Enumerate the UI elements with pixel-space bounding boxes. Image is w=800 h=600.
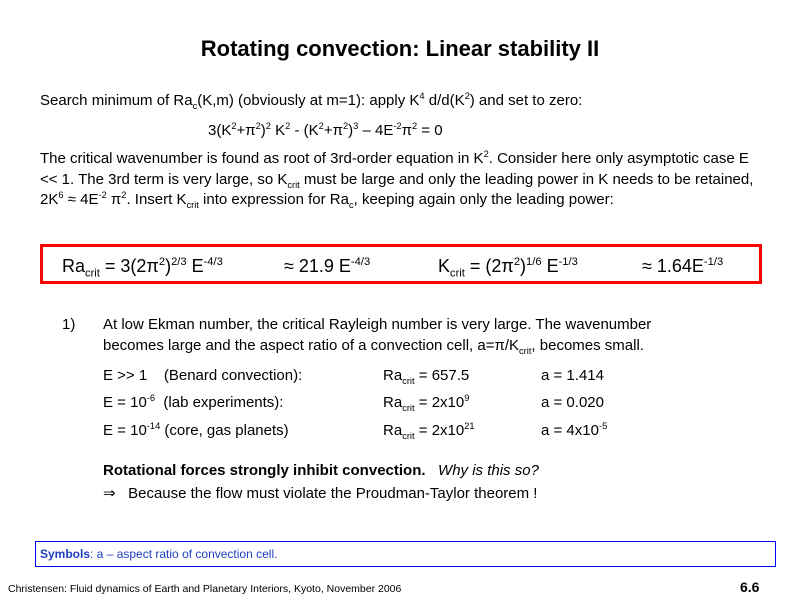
- regime-rayleigh: $Ra_{crit} = 657.5$: [383, 367, 470, 386]
- regime-rayleigh: $Ra_{crit} = 2x10^{21}$: [383, 421, 475, 441]
- regime-aspect-ratio: a = 1.414: [541, 367, 604, 384]
- regime-ekman: $E = 10^{-6}$ (lab experiments):: [103, 393, 284, 411]
- regime-aspect-ratio: a = 0.020: [541, 394, 604, 411]
- item-number: 1): [62, 316, 76, 333]
- minimization-equation: $3(K^2+\pi^2)^2$ $K^2 - (K^2+\pi^2)^3 - 4E^{-2}\pi^2 = 0$: [208, 121, 443, 139]
- slide-title: Rotating convection: Linear stability II: [200, 36, 600, 61]
- implies-arrow-icon: ⇒: [103, 485, 116, 502]
- footer-citation: Christensen: Fluid dynamics of Earth and Planetary Interiors, Kyoto, November 2006: [8, 583, 402, 595]
- item-line-1: At low Ekman number, the critical Rayleigh number is very large. The wavenumber: [103, 316, 652, 333]
- item-line-2: becomes large and the aspect ratio of a convection cell, $a=\pi/K_{crit}$, becomes small.: [103, 337, 644, 356]
- symbols-box: Symbols: a – aspect ratio of convection cell.: [35, 541, 776, 567]
- regime-ekman: E >> 1 (Benard convection):: [103, 367, 303, 384]
- rayleigh-approximation: ≈ 21.9 $E^{-4/3}$: [284, 256, 371, 276]
- regime-ekman: $E = 10^{-14}$ (core, gas planets): [103, 421, 289, 439]
- wavenumber-critical-formula: $K_{crit} = (2\pi^2)^{1/6}$ $E^{-1/3}$: [438, 256, 578, 280]
- page-number: 6.6: [740, 579, 760, 595]
- wavenumber-approximation: ≈ $1.64E^{-1/3}$: [642, 256, 724, 276]
- rayleigh-critical-formula: $Ra_{crit} = 3(2\pi^2)^{2/3}$ $E^{-4/3}$: [62, 256, 223, 280]
- conclusion-line: Rotational forces strongly inhibit convection. Why is this so?: [103, 462, 539, 479]
- conclusion-reason: ⇒ Because the flow must violate the Proudman-Taylor theorem !: [103, 485, 538, 502]
- intro-text: Search minimum of $Ra_c(K,m)$ (obviously at m=1): apply $K^4$ $d/d(K^2)$ and set to zero:: [40, 91, 583, 111]
- explanation-paragraph: The critical wavenumber is found as root of 3rd-order equation in $K^2$. Consider here only asymptotic case E << 1. The 3rd term is very large, so $K_{crit}$ must be large and only the leading power in K needs to be retained, $2K^6 \approx 4E^{-2}$ $\pi^2$. Insert $K_{crit}$ into expression for $Ra_c$, keeping again only the leading power:: [40, 149, 754, 210]
- regime-rayleigh: $Ra_{crit} = 2x10^9$: [383, 393, 470, 413]
- regime-aspect-ratio: $a = 4x10^{-5}$: [541, 421, 608, 439]
